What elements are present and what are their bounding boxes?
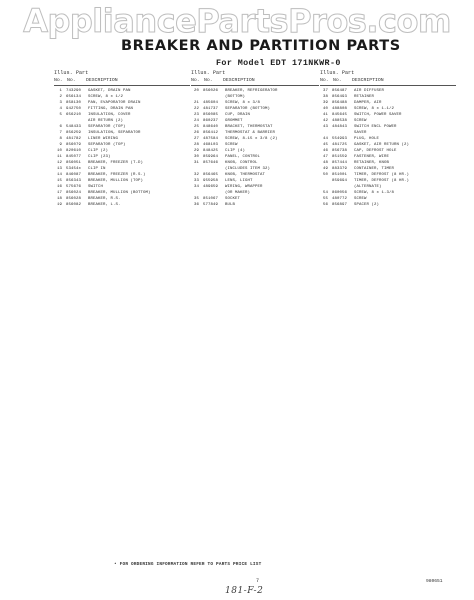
part-description: SOCKET [225,197,241,201]
part-number: 851559 [332,155,348,159]
parts-row [320,202,456,208]
parts-column-3 [320,70,456,208]
parts-column-1 [54,70,190,208]
part-number: 856412 [203,131,219,135]
item-number: 43 [322,125,328,129]
part-number: 481782 [66,137,82,141]
part-description: GASKET, AIR RETURN (2) [354,143,410,147]
part-number: 820610 [66,149,82,153]
part-description: SEPARATOR (TOP) [88,143,126,147]
header-description: DESCRIPTION [352,78,384,83]
item-number: 47 [322,155,328,159]
part-description: BRACKET, THERMOSTAT [225,125,273,129]
part-description: SWITCH ENCL POWER [354,125,397,129]
part-description: SEPARATOR (TOP) [88,125,126,129]
item-number: 9 [59,143,62,147]
part-number: 860237 [203,119,219,123]
item-number: 45 [322,143,328,147]
header-no: No. [54,78,63,83]
parts-list [320,88,456,208]
parts-column-2 [191,70,319,208]
part-description: KNOB, CONTROL [225,161,258,165]
part-description: INSULATION, COVER [88,113,131,117]
part-number: 856026 [203,89,219,93]
part-description: CLIP (4) [225,149,246,153]
part-description: SCREW, 8-15 x 3/8 (2) [225,137,278,141]
part-description: (INCLUDES ITEM 32) [225,167,271,171]
part-number: 656210 [66,113,82,117]
part-number: 848425 [203,149,219,153]
part-description: SCREW [354,197,367,201]
item-number: 48 [322,161,328,165]
part-number: 857646 [203,161,219,165]
part-number: 481737 [203,107,219,111]
part-number: 468103 [203,143,219,147]
part-number: 487584 [203,137,219,141]
part-description: WIRING, WRAPPER [225,185,263,189]
part-description: FITTING, DRAIN PAN [88,107,134,111]
model-subtitle: For Model EDT 171NKWR-0 [216,58,341,68]
part-number: 883379 [332,167,348,171]
item-number: 33 [193,179,199,183]
part-description: BREAKER, REFRIGERATOR [225,89,278,93]
part-number: 851067 [203,197,219,201]
part-number: 488808 [332,107,348,111]
item-number: 5 [59,113,62,117]
header-part: Part [341,70,355,76]
part-number: 856465 [203,173,219,177]
part-description: AIR DIFFUSER [354,89,385,93]
part-number: 489659 [203,185,219,189]
item-number: 4 [59,107,62,111]
part-number: 848640 [203,125,219,129]
part-description: RETAINER [354,95,375,99]
item-number: 40 [322,107,328,111]
part-number: 480772 [332,197,348,201]
part-number: 554993 [332,137,348,141]
part-number: 481725 [332,143,348,147]
column-header [320,70,456,86]
item-number: 3 [59,101,62,105]
part-number: 845077 [66,155,82,159]
part-description: BREAKER, L.S. [88,203,121,207]
document-code: 980651 [426,579,443,584]
part-description: LINER WIRING [88,137,119,141]
part-description: SWITCH [88,185,104,189]
part-description: CUP, DRAIN [225,113,251,117]
page-number: 7 [256,578,260,584]
item-number: 36 [193,203,199,207]
part-number: 860056 [332,191,348,195]
header-illus-part [54,70,88,76]
part-number: 856259 [66,131,82,135]
item-number: 18 [56,197,62,201]
column-header [54,70,190,86]
handwritten-note: 181-F-2 [225,586,264,596]
part-description: THERMOSTAT & BARRIER [225,131,276,135]
part-description: KNOB, THERMOSTAT [225,173,266,177]
item-number: 19 [56,203,62,207]
part-number: 856085 [203,113,219,117]
part-description: BULB [225,203,236,207]
item-number: 6 [59,125,62,129]
part-number: 743290 [66,89,82,93]
part-description: FASTENER, WIRE [354,155,390,159]
part-description: (OR MAKER) [225,191,251,195]
header-illus-part [320,70,354,76]
part-description: SAVER [354,131,367,135]
item-number: 39 [322,101,328,105]
part-number: 955958 [203,179,219,183]
part-description: CAP, DEFROST HOLE [354,149,397,153]
part-number: 858130 [66,101,82,105]
part-description: CONTAINER, TIMER [354,167,395,171]
part-number: 484843 [332,125,348,129]
item-number: 25 [193,125,199,129]
header-part: Part [75,70,89,76]
item-number: 21 [193,101,199,105]
header-illus: Illus. [54,70,73,76]
part-description: BREAKER, MULLION (BOTTOM) [88,191,151,195]
part-number: 488538 [332,119,348,123]
header-description: DESCRIPTION [86,78,118,83]
part-description: CLIP (23) [88,155,111,159]
part-description: (ALTERNATE) [354,185,382,189]
item-number: 35 [193,197,199,201]
header-illus: Illus. [191,70,210,76]
part-number: 856051 [66,161,82,165]
part-number: 53454x [66,167,82,171]
item-number: 11 [56,155,62,159]
part-number: 846087 [66,173,82,177]
part-number: 856028 [66,197,82,201]
part-number: 856079 [66,143,82,147]
part-description: PAN, EVAPORATOR DRAIN [88,101,141,105]
header-no: No. [320,78,329,83]
part-number: 548433 [66,125,82,129]
part-number: 856897 [332,203,348,207]
parts-list [191,88,319,208]
item-number: 28 [193,143,199,147]
site-watermark: AppliancePartsPros.com [23,2,451,40]
part-description: TIMER, DEFROST (8 HR.) [354,179,410,183]
part-description: SWITCH, POWER SAVER [354,113,402,117]
item-number: 14 [56,173,62,177]
item-number: 8 [59,137,62,141]
parts-row [54,202,190,208]
item-number: 17 [56,191,62,195]
item-number: 49 [322,167,328,171]
item-number: 30 [193,155,199,159]
part-description: BREAKER, MULLION (TOP) [88,179,144,183]
item-number: 1 [59,89,62,93]
item-number: 12 [56,161,62,165]
header-description: DESCRIPTION [223,78,255,83]
part-number: 856493 [332,95,348,99]
part-description: CLIP IN [88,167,106,171]
part-description: SCREW [225,143,238,147]
part-number: 856082 [66,203,82,207]
header-no2: No. [67,78,76,83]
part-description: CLIP (2) [88,149,109,153]
part-description: SCREW [354,119,367,123]
part-description: PLUG, HOLE [354,137,380,141]
part-description: BREAKER, FREEZER (T-D) [88,161,144,165]
part-number: 859694 [332,179,348,183]
item-number: 56 [322,203,328,207]
parts-list [54,88,190,208]
part-description: BREAKER, FREEZER (R.S.) [88,173,146,177]
part-number: 656134 [66,95,82,99]
header-illus: Illus. [320,70,339,76]
part-description: (BOTTOM) [225,95,246,99]
item-number: 38 [322,95,328,99]
column-header [191,70,319,86]
item-number: 50 [322,173,328,177]
part-description: SCREW, 8 x 3/8 [225,101,261,105]
part-description: GROMMET [225,119,243,123]
part-number: 857444 [332,161,348,165]
item-number: 26 [193,131,199,135]
part-number: 942750 [66,107,82,111]
item-number: 42 [322,119,328,123]
item-number: 37 [322,89,328,93]
part-description: TIMER, DEFROST (8 HR.) [354,173,410,177]
header-no2: No. [204,78,213,83]
item-number: 31 [193,161,199,165]
part-number: 856738 [332,149,348,153]
item-number: 2 [59,95,62,99]
part-number: 859964 [203,155,219,159]
item-number: 27 [193,137,199,141]
item-number: 20 [193,89,199,93]
part-description: LENS, LIGHT [225,179,253,183]
part-description: AIR RETURN (2) [88,119,124,123]
part-description: GASKET, DRAIN PAN [88,89,131,93]
item-number: 23 [193,113,199,117]
part-number: 575676 [66,185,82,189]
part-description: SCREW, 8 x 1-3/8 [354,191,395,195]
item-number: 34 [193,185,199,189]
item-number: 16 [56,185,62,189]
page-title: BREAKER AND PARTITION PARTS [121,38,401,54]
part-number: 851001 [332,173,348,177]
item-number: 24 [193,119,199,123]
part-number: 856024 [66,191,82,195]
item-number: 15 [56,179,62,183]
part-number: 856343 [66,179,82,183]
part-number: 577849 [203,203,219,207]
item-number: 55 [322,197,328,201]
header-no: No. [191,78,200,83]
header-illus-part [191,70,225,76]
header-no2: No. [333,78,342,83]
part-number: 856488 [332,101,348,105]
part-number: 845645 [332,113,348,117]
part-number: 856487 [332,89,348,93]
part-number: 485604 [203,101,219,105]
part-description: SCREW, 8 x 1/2 [88,95,124,99]
part-description: SCREW, 8 x 1-1/2 [354,107,395,111]
item-number: 29 [193,149,199,153]
item-number: 22 [193,107,199,111]
item-number: 44 [322,137,328,141]
item-number: 54 [322,191,328,195]
item-number: 46 [322,149,328,153]
item-number: 13 [56,167,62,171]
header-part: Part [212,70,226,76]
parts-row [191,202,319,208]
ordering-info-note: • FOR ORDERING INFORMATION REFER TO PARTS PRICE LIST [114,562,262,567]
item-number: 10 [56,149,62,153]
part-description: SPACER (2) [354,203,380,207]
item-number: 7 [59,131,62,135]
part-description: RETAINER, KNOB [354,161,390,165]
item-number: 41 [322,113,328,117]
part-description: INSULATION, SEPARATOR [88,131,141,135]
part-description: PANEL, CONTROL [225,155,261,159]
part-description: SEPARATOR (BOTTOM) [225,107,271,111]
item-number: 32 [193,173,199,177]
part-description: DAMPER, AIR [354,101,382,105]
part-description: BREAKER, R.S. [88,197,121,201]
